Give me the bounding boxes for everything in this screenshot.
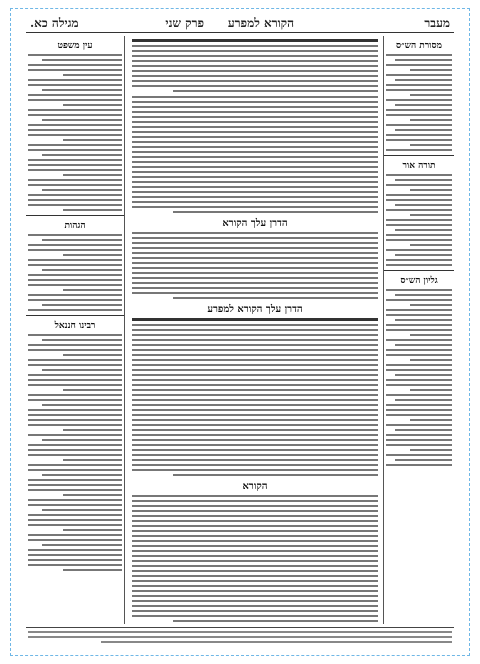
left-notes-3 xyxy=(26,334,124,571)
right-notes-1 xyxy=(384,54,454,151)
right-label-3: גליון הש״ס xyxy=(400,276,438,286)
main-text-column xyxy=(130,36,380,624)
header-title: הקורא למפרע xyxy=(227,16,294,30)
left-notes-1 xyxy=(26,54,124,211)
right-label-1: מסורת הש״ס xyxy=(396,41,442,51)
left-label-1: עין משפט xyxy=(57,41,93,51)
header-chapter: פרק שני xyxy=(165,16,204,30)
main-text-block-3 xyxy=(130,232,380,299)
left-notes-2 xyxy=(26,234,124,311)
left-label-2: הגהות xyxy=(64,221,86,231)
right-label-2: תורה אור xyxy=(402,161,436,171)
header-right: מעבר xyxy=(424,16,450,30)
page-footer xyxy=(26,627,454,646)
main-section-title-2: הדרן עלך הקורא למפרע xyxy=(207,304,303,315)
main-text-block-4 xyxy=(130,318,380,476)
main-text-block-5 xyxy=(130,495,380,622)
talmud-page xyxy=(26,14,454,646)
main-section-title-3: הקורא xyxy=(242,481,268,492)
main-text-block-1 xyxy=(130,39,380,92)
main-text-block-2 xyxy=(130,96,380,213)
header-folio: מגילה כא. xyxy=(30,16,79,30)
right-notes-3 xyxy=(384,289,454,466)
right-notes-2 xyxy=(384,174,454,266)
right-margin-column xyxy=(383,36,454,624)
main-section-title-1: הדרן עלך הקורא xyxy=(222,218,288,229)
page-header xyxy=(26,14,454,33)
left-label-3: רבינו חננאל xyxy=(54,321,96,331)
left-commentary-column xyxy=(26,36,125,624)
